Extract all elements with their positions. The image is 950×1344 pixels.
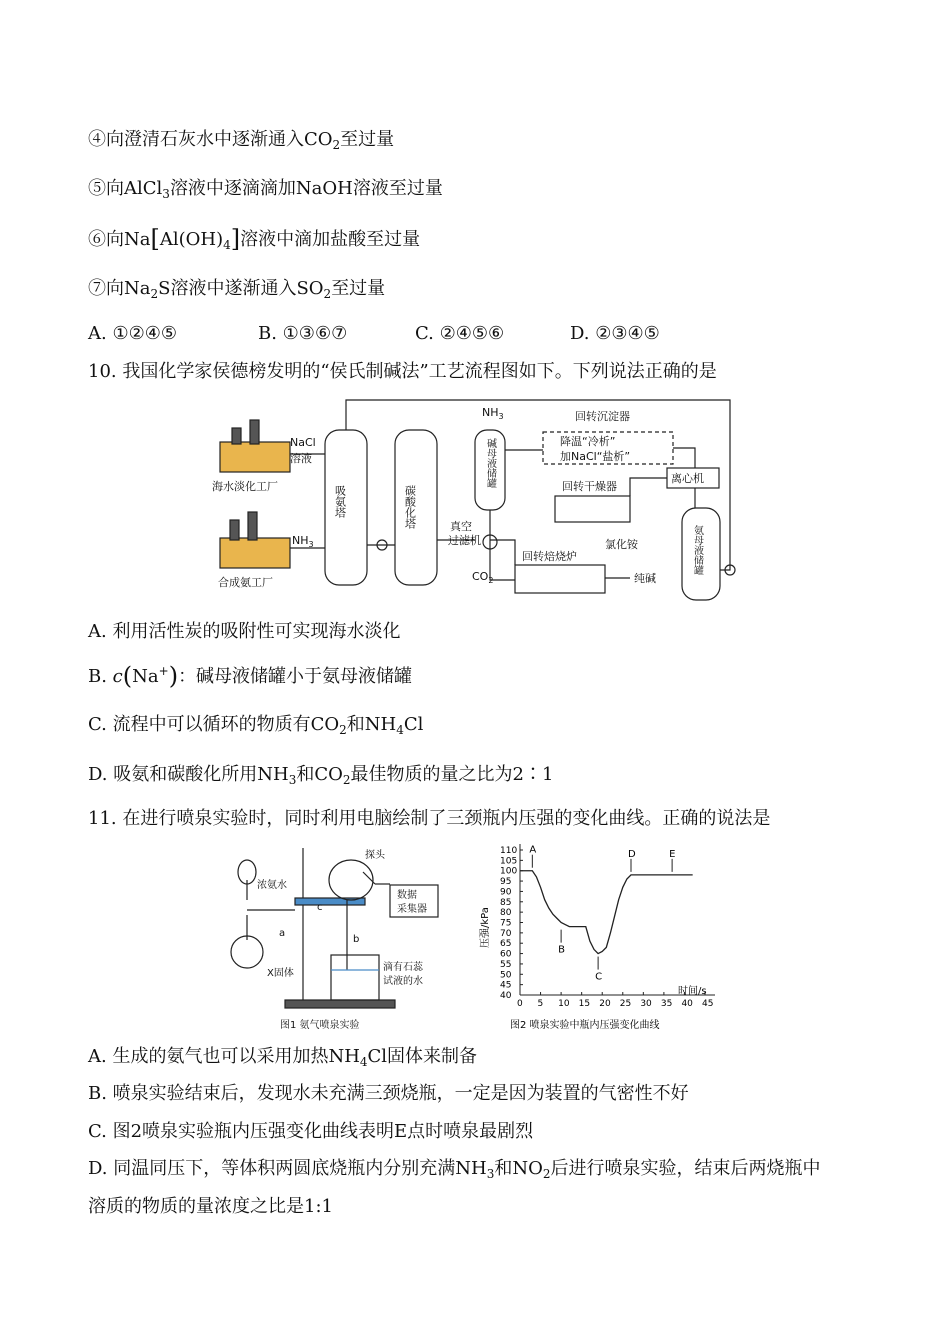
q10-option-d: D. 吸氨和碳酸化所用$NH_3$和$CO_2$最佳物质的量之比为2∶1 — [88, 764, 554, 787]
y-tick-label: 95 — [500, 877, 512, 888]
annotation-d: D — [628, 848, 636, 860]
annotation-e: E — [669, 848, 676, 860]
y-tick-label: 45 — [500, 980, 512, 991]
item-7: ⑦向$Na_2S$溶液中遂渐通入$SO_2$至过量 — [88, 278, 386, 301]
annotation-b: B — [558, 944, 565, 956]
x-tick-label: 25 — [619, 999, 632, 1009]
label-nh3-left: $NH_3$ — [292, 534, 314, 549]
label-water-a: 滴有石蕊 — [383, 962, 423, 973]
label-nacl: NaCl — [290, 436, 316, 449]
label-tower2: 碳酸化塔 — [403, 485, 417, 529]
label-nacl-b: 溶液 — [290, 452, 312, 465]
label-precipitator: 回转沉淀器 — [575, 410, 630, 423]
label-nh3-top: $NH_3$ — [482, 406, 504, 421]
q11-option-a: A. 生成的氨气也可以采用加热$NH_4Cl$固体来制备 — [88, 1046, 478, 1069]
chart-xlabel: 时间/s — [678, 986, 707, 997]
q10-option-b: B. c(Na+)：碱母液储罐小于氨母液储罐 — [88, 662, 413, 690]
y-tick-label: 40 — [500, 991, 512, 1001]
label-solid: X固体 — [267, 968, 294, 979]
label-a: a — [279, 928, 286, 939]
y-tick-label: 55 — [500, 959, 512, 970]
soda-process-diagram — [210, 390, 750, 610]
label-probe: 探头 — [365, 850, 385, 861]
x-tick-label: 20 — [599, 999, 611, 1009]
y-tick-label: 90 — [500, 887, 512, 898]
x-tick-label: 0 — [517, 999, 523, 1009]
label-c: c — [317, 902, 323, 913]
y-tick-label: 85 — [500, 897, 512, 908]
pressure-line — [520, 871, 693, 954]
q9-option-b: B. ①③⑥⑦ — [258, 323, 348, 344]
label-plant2: 合成氨工厂 — [218, 576, 273, 589]
q10-option-c: C. 流程中可以循环的物质有$CO_2$和$NH_4Cl$ — [88, 714, 424, 737]
y-tick-label: 75 — [500, 918, 512, 929]
y-tick-label: 110 — [500, 846, 518, 856]
x-tick-label: 30 — [640, 999, 652, 1009]
label-tower1: 吸氨塔 — [333, 485, 347, 518]
label-tank2: 氨母液储罐 — [691, 525, 703, 575]
label-precip-1: 降温“冷析” — [560, 435, 616, 448]
q11-option-d-cont: 溶质的物质的量浓度之比是1:1 — [88, 1196, 333, 1217]
label-furnace: 回转焙烧炉 — [522, 550, 577, 563]
q9-option-c: C. ②④⑤⑥ — [415, 323, 505, 344]
item-5: ⑤向AlCl$_3$溶液中逐滴滴加NaOH溶液至过量 — [88, 178, 443, 201]
x-tick-label: 45 — [702, 999, 714, 1009]
y-tick-label: 105 — [500, 856, 518, 867]
label-nh4cl: 氯化铵 — [605, 538, 638, 551]
item-4: ④向澄清石灰水中逐渐通入$CO_2$至过量 — [88, 129, 395, 152]
q9-option-a: A. ①②④⑤ — [88, 323, 177, 344]
fig1-caption: 图1 氨气喷泉实验 — [280, 1020, 360, 1031]
item-6: ⑥向$Na[Al(OH)_4]$溶液中滴加盐酸至过量 — [88, 225, 421, 253]
fountain-apparatus — [225, 840, 455, 1035]
q11-option-c: C. 图2喷泉实验瓶内压强变化曲线表明E点时喷泉最剧烈 — [88, 1121, 534, 1142]
annotation-a: A — [529, 844, 537, 856]
label-b: b — [353, 934, 360, 945]
chart-ylabel: 压强/kPa — [480, 907, 491, 948]
label-water-b: 试液的水 — [383, 976, 423, 987]
label-centrifuge: 离心机 — [671, 472, 704, 485]
y-tick-label: 50 — [500, 970, 512, 981]
pressure-chart — [470, 840, 730, 1035]
label-filter-b: 过滤机 — [448, 534, 481, 547]
q11-option-d: D. 同温同压下，等体积两圆底烧瓶内分别充满$NH_3$和$NO_2$后进行喷泉实验，结束后两烧瓶中 — [88, 1158, 821, 1181]
x-tick-label: 40 — [681, 999, 693, 1009]
y-tick-label: 60 — [500, 949, 512, 960]
label-filter-a: 真空 — [450, 520, 472, 533]
q11-option-b: B. 喷泉实验结束后，发现水未充满三颈烧瓶，一定是因为装置的气密性不好 — [88, 1083, 689, 1104]
label-soda: 纯碱 — [634, 572, 656, 585]
chart-title: 图2 喷泉实验中瓶内压强变化曲线 — [510, 1020, 660, 1031]
label-collector-b: 采集器 — [397, 904, 427, 915]
label-collector-a: 数据 — [397, 890, 417, 901]
y-tick-label: 70 — [500, 928, 512, 939]
x-tick-label: 5 — [537, 999, 544, 1009]
q10-stem: 10. 我国化学家侯德榜发明的“侯氏制碱法”工艺流程图如下。下列说法正确的是 — [88, 361, 717, 382]
label-precip-2: 加NaCl“盐析” — [560, 450, 631, 463]
label-co2: $CO_2$ — [472, 570, 494, 585]
x-tick-label: 10 — [558, 999, 570, 1009]
annotation-c: C — [595, 971, 603, 983]
label-ammonia: 浓氨水 — [257, 880, 287, 891]
q9-option-d: D. ②③④⑤ — [570, 323, 660, 344]
y-tick-label: 80 — [500, 908, 512, 919]
label-tank1: 碱母液储罐 — [484, 438, 496, 488]
q10-option-a: A. 利用活性炭的吸附性可实现海水淡化 — [88, 621, 401, 642]
x-tick-label: 15 — [578, 999, 591, 1009]
q11-stem: 11. 在进行喷泉实验时，同时利用电脑绘制了三颈瓶内压强的变化曲线。正确的说法是 — [88, 808, 771, 829]
x-tick-label: 35 — [660, 999, 673, 1009]
label-plant1: 海水淡化工厂 — [212, 480, 278, 493]
label-dryer: 回转干燥器 — [562, 480, 617, 493]
y-tick-label: 100 — [500, 866, 518, 877]
y-tick-label: 65 — [500, 939, 512, 950]
